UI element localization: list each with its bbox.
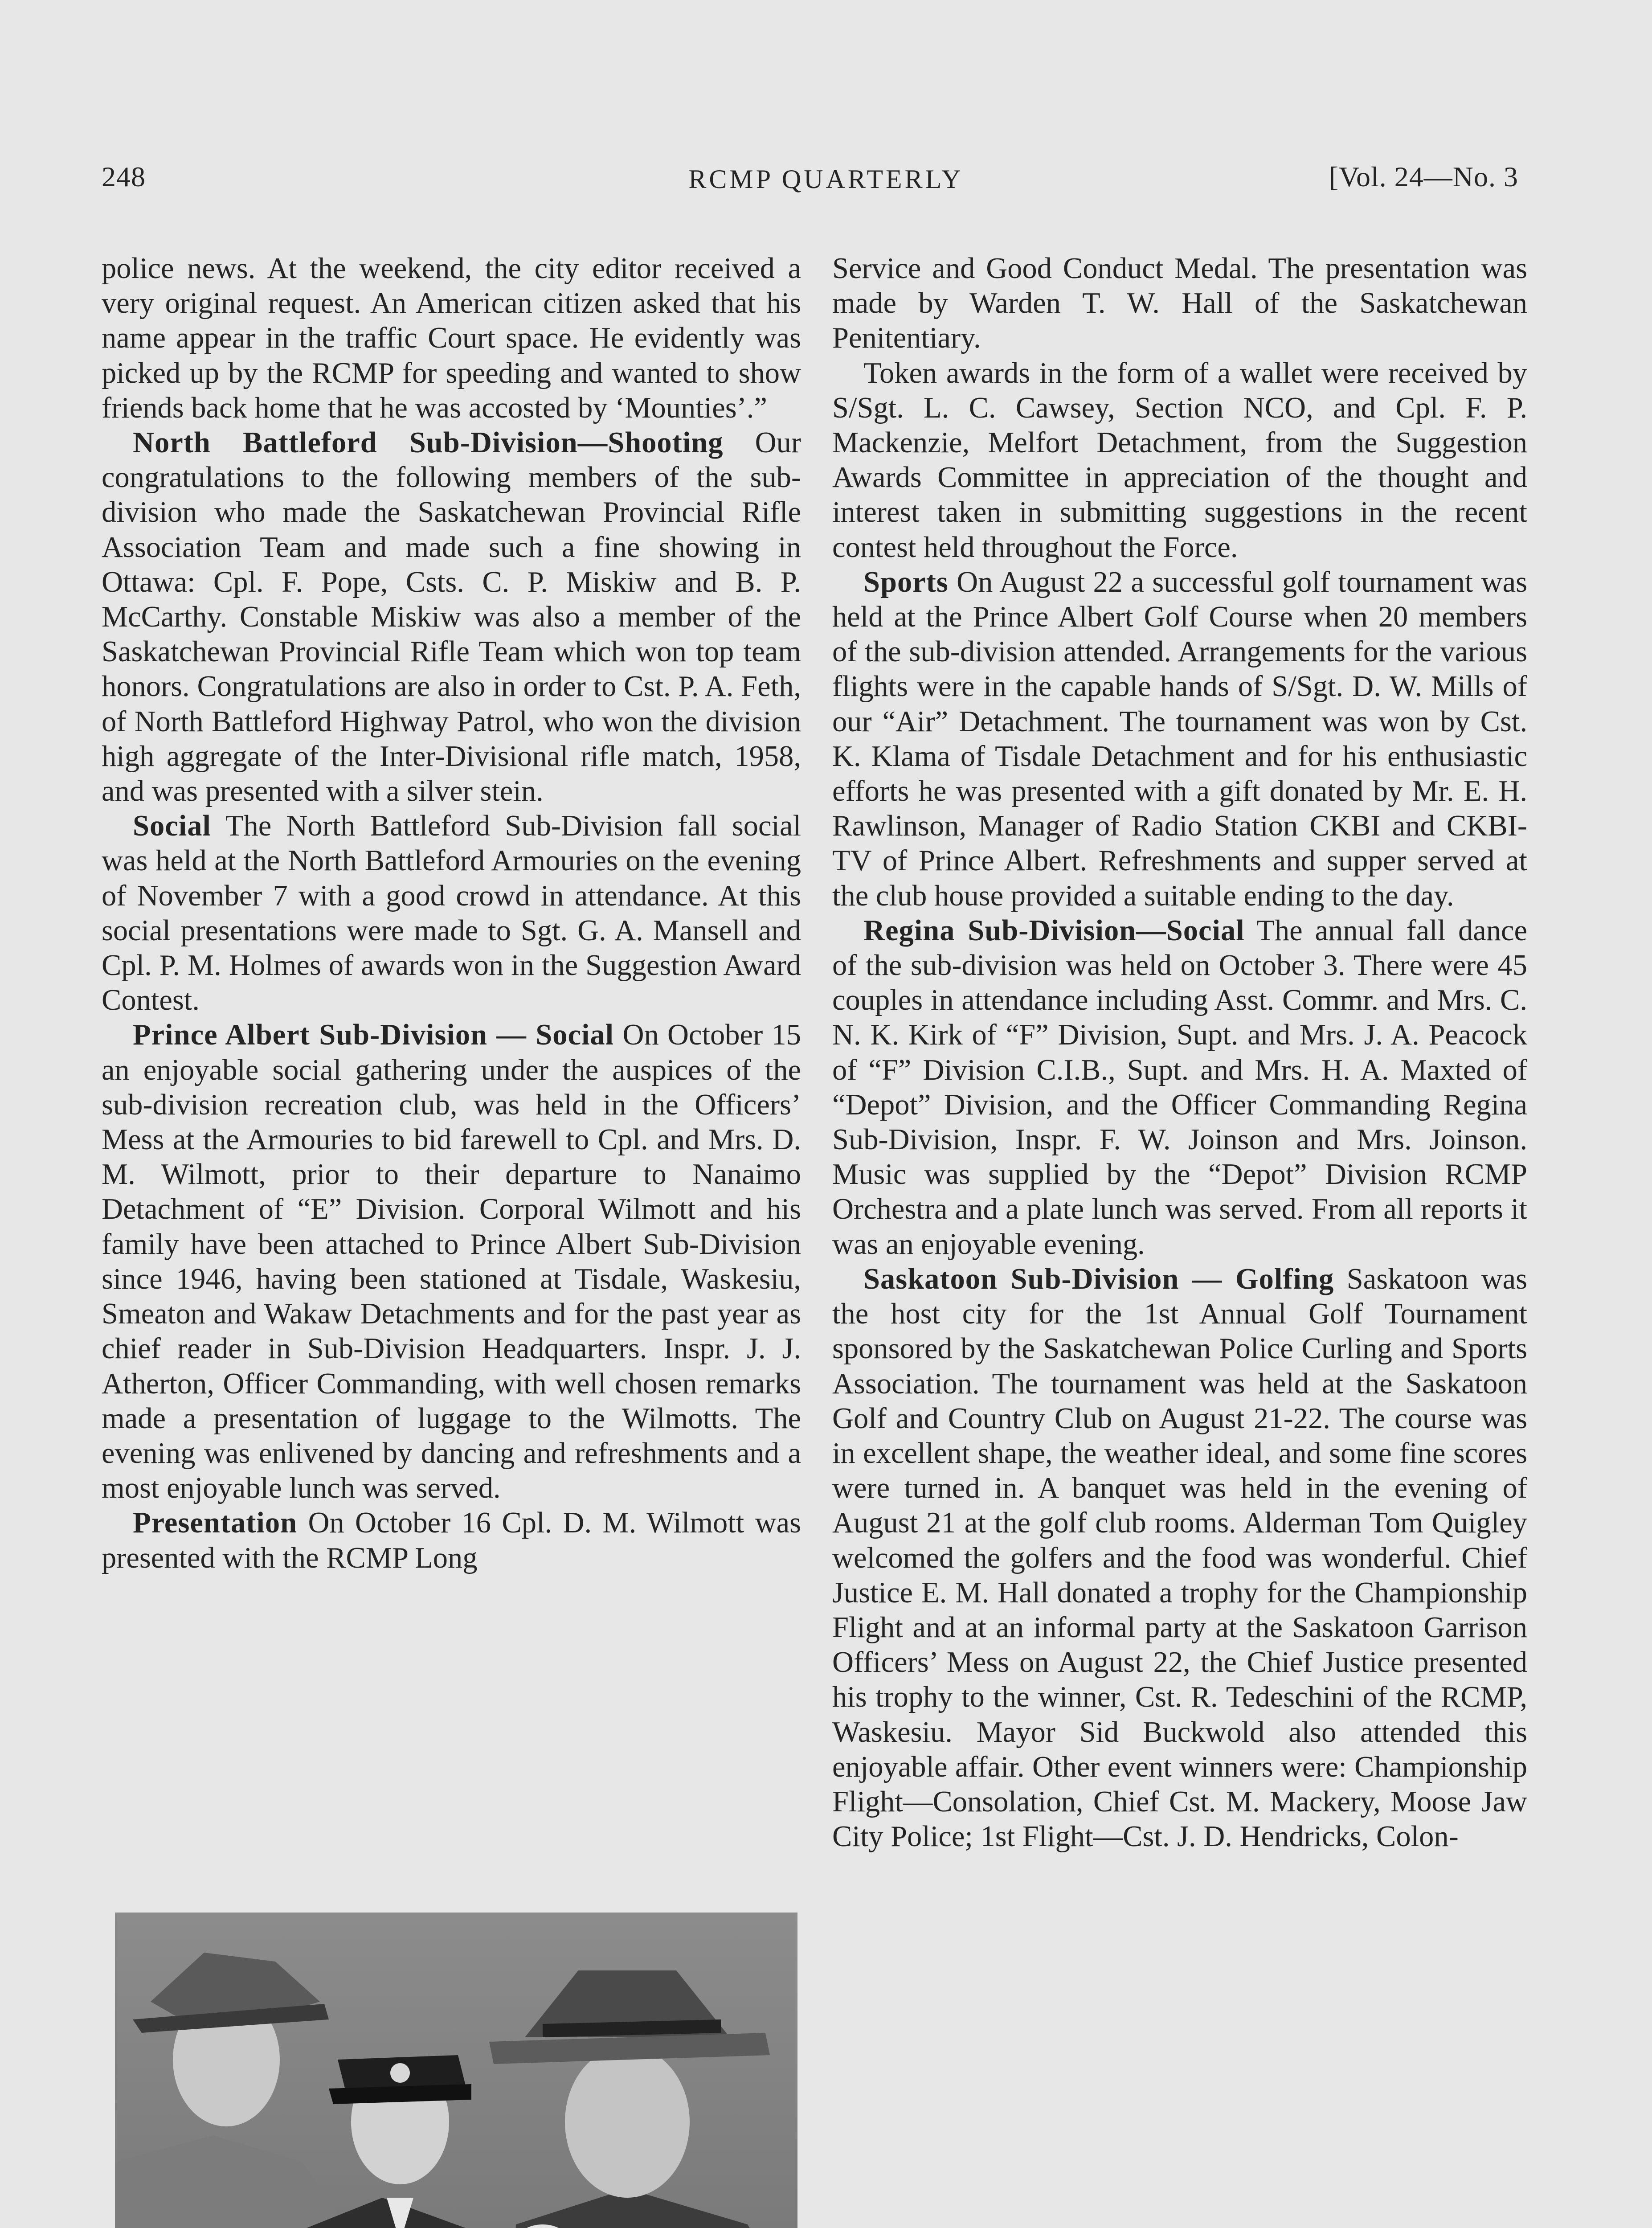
section-heading: North Battleford Sub-Division—Shooting <box>133 426 724 459</box>
paragraph-text: Saskatoon was the host city for the 1st Annual Golf Tournament sponsored by the Saskatchewan Police Curling and Sports Association. The tournament was held at the Saskatoon Golf and Country Club on August 21-22. The course was in excellent shape, the weather ideal, and some fine scores were turned in. A banquet was held in the evening of August 21 at the golf club rooms. Alderman Tom Quigley welcomed the golfers and the food was wonderful. Chief Justice E. M. Hall donated a trophy for the Championship Flight and at an informal party at the Saskatoon Garrison Officers’ Mess on August 22, the Chief Justice presented his trophy to the winner, Cst. R. Tedeschini of the RCMP, Waskesiu. Mayor Sid Buckwold also attended this enjoyable affair. Other event winners were: Championship Flight—Consolation, Chief Cst. M. Mackery, Moose Jaw City Police; 1st Flight—Cst. J. D. Hendricks, Colon- <box>832 1262 1527 1853</box>
right-column <box>832 251 1527 1854</box>
paragraph-text: Token awards in the form of a wallet were received by S/Sgt. L. C. Cawsey, Section NCO, and Cpl. F. P. Mackenzie, Melfort Detachment, from the Suggestion Awards Committee in appreciation of the thought and interest taken in submitting suggestions in the recent contest held throughout the Force. <box>832 356 1527 564</box>
paragraph-text: Our congratulations to the following members of the sub-division who made the Saskatchewan Provincial Rifle Association Team and made such a fine showing in Ottawa: Cpl. F. Pope, Csts. C. P. Miskiw and B. P. McCarthy. Constable Miskiw was also a member of the Saskatchewan Provincial Rifle Team which won top team honors. Congratulations are also in order to Cst. P. A. Feth, of North Battleford Highway Patrol, who won the division high aggregate of the Inter-Divisional rifle match, 1958, and was presented with a silver stein. <box>102 426 801 808</box>
paragraph <box>102 251 801 426</box>
paragraph <box>102 1506 801 1575</box>
journal-title: RCMP QUARTERLY <box>688 164 964 194</box>
paragraph-text: police news. At the weekend, the city editor received a very original request. An American citizen asked that his name appear in the traffic Court space. He evidently was picked up by the RCMP for speeding and wanted to show friends back home that he was accosted by ‘Mounties’.” <box>102 252 801 424</box>
officers-photograph <box>115 1913 797 2228</box>
volume-issue: [Vol. 24—No. 3 <box>1329 161 1518 192</box>
section-heading: Presentation <box>133 1507 298 1540</box>
paragraph <box>102 1018 801 1506</box>
section-heading: Regina Sub-Division—Social <box>863 914 1245 947</box>
paragraph-text: On October 16 Cpl. D. M. Wilmott was presented with the RCMP Long <box>102 1507 801 1574</box>
paragraph <box>102 809 801 1018</box>
paragraph <box>832 356 1527 565</box>
paragraph-text: The North Battleford Sub-Division fall social was held at the North Battleford Armouries on the evening of November 7 with a good crowd in attendance. At this social presentations were made to Sgt. G. A. Mansell and Cpl. P. M. Holmes of awards won in the Suggestion Award Contest. <box>102 810 801 1017</box>
paragraph <box>102 426 801 809</box>
paragraph-text: On August 22 a successful golf tournament was held at the Prince Albert Golf Course when 20 members of the sub-division attended. Arrangements for the various flights were in the capable hands of S/Sgt. D. W. Mills of our “Air” Detachment. The tournament was won by Cst. K. Klama of Tisdale Detachment and for his enthusiastic efforts he was presented with a gift donated by Mr. E. H. Rawlinson, Manager of Radio Station CKBI and CKBI-TV of Prince Albert. Refreshments and supper served at the club house provided a suitable ending to the day. <box>832 565 1528 912</box>
section-heading: Social <box>133 810 211 843</box>
section-heading: Prince Albert Sub-Division — Social <box>133 1019 614 1052</box>
paragraph <box>832 1262 1527 1854</box>
paragraph <box>832 565 1527 913</box>
paragraph-text: On October 15 an enjoyable social gathering under the auspices of the sub-division recreation club, was held in the Officers’ Mess at the Armouries to bid farewell to Cpl. and Mrs. D. M. Wilmott, prior to their departure to Nanaimo Detachment of “E” Division. Corporal Wilmott and his family have been attached to Prince Albert Sub-Division since 1946, having been stationed at Tisdale, Waskesiu, Smeaton and Wakaw Detachments and for the past year as chief reader in Sub-Division Headquarters. Inspr. J. J. Atherton, Officer Commanding, with well chosen remarks made a presentation of luggage to the Wilmotts. The evening was enlivened by dancing and refreshments and a most enjoyable lunch was served. <box>102 1019 801 1505</box>
paragraph <box>832 251 1527 356</box>
section-heading: Sports <box>863 565 949 598</box>
photograph-of-three-uniformed-officers-icon <box>115 1913 797 2228</box>
paragraph-text: The annual fall dance of the sub-division was held on October 3. There were 45 couples in attendance including Asst. Commr. and Mrs. C. N. K. Kirk of “F” Division, Supt. and Mrs. J. A. Peacock of “F” Division C.I.B., Supt. and Mrs. H. A. Maxted of “Depot” Division, and the Officer Commanding Regina Sub-Division, Inspr. F. W. Joinson and Mrs. Joinson. Music was supplied by the “Depot” Division RCMP Orchestra and a plate lunch was served. From all reports it was an enjoyable evening. <box>832 914 1527 1261</box>
left-column <box>102 251 801 1576</box>
section-heading: Saskatoon Sub-Division — Golfing <box>863 1262 1334 1295</box>
page-number: 248 <box>102 161 146 192</box>
paragraph-text: Service and Good Conduct Medal. The presentation was made by Warden T. W. Hall of the Saskatchewan Penitentiary. <box>832 252 1527 355</box>
paragraph <box>832 913 1527 1262</box>
